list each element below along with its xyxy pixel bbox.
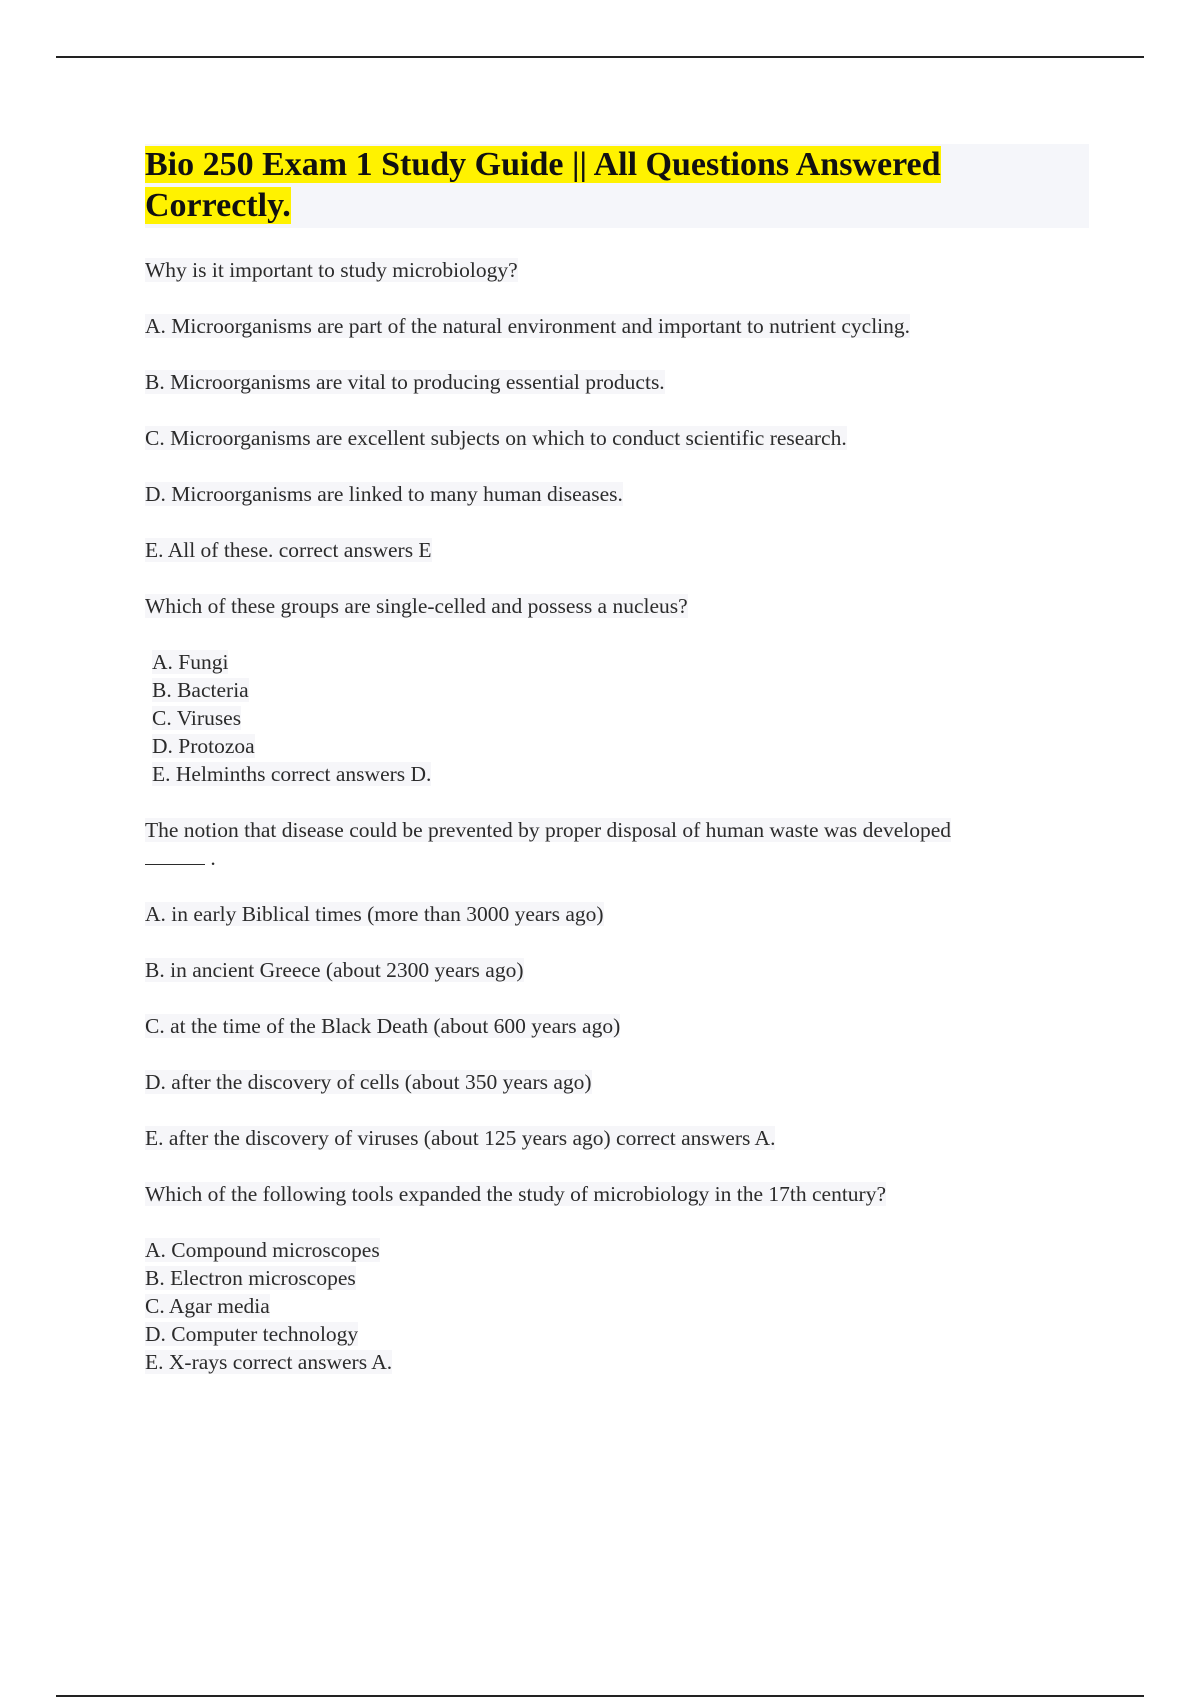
question-1-option-a: A. Microorganisms are part of the natural environment and important to nutrient cycling. (145, 314, 911, 338)
question-4-option-c: C. Agar media (145, 1294, 270, 1318)
question-1-option-d: D. Microorganisms are linked to many human diseases. (145, 482, 623, 506)
question-1-option-e: E. All of these. correct answers E (145, 538, 432, 562)
question-3-option-c: C. at the time of the Black Death (about 600 years ago) (145, 1014, 621, 1038)
question-3-option-d: D. after the discovery of cells (about 350 years ago) (145, 1070, 592, 1094)
question-3-option-a: A. in early Biblical times (more than 3000 years ago) (145, 902, 604, 926)
question-1-option-c: C. Microorganisms are excellent subjects on which to conduct scientific research. (145, 426, 847, 450)
document-body (145, 256, 1065, 1404)
question-1-option-b: B. Microorganisms are vital to producing essential products. (145, 370, 665, 394)
answer-blank (145, 844, 205, 865)
bottom-rule (56, 1695, 1144, 1697)
question-4-prompt: Which of the following tools expanded the study of microbiology in the 17th century? (145, 1182, 886, 1206)
question-4-options (145, 1236, 1065, 1376)
question-2-option-d: D. Protozoa (152, 734, 255, 758)
question-2-option-e: E. Helminths correct answers D. (152, 762, 432, 786)
document-title: Bio 250 Exam 1 Study Guide || All Questions Answered Correctly. (145, 146, 941, 224)
question-1-prompt: Why is it important to study microbiology? (145, 258, 518, 282)
question-4-option-a: A. Compound microscopes (145, 1238, 380, 1262)
question-3-option-b: B. in ancient Greece (about 2300 years ago) (145, 958, 524, 982)
question-3-prompt: The notion that disease could be prevented by proper disposal of human waste was developed . (145, 818, 952, 870)
question-2-option-b: B. Bacteria (152, 678, 249, 702)
question-2-option-c: C. Viruses (152, 706, 242, 730)
question-4-option-d: D. Computer technology (145, 1322, 359, 1346)
question-3-option-e: E. after the discovery of viruses (about 125 years ago) correct answers A. (145, 1126, 776, 1150)
question-2-prompt: Which of these groups are single-celled and possess a nucleus? (145, 594, 688, 618)
top-rule (56, 56, 1144, 58)
question-2-options (145, 648, 1065, 788)
question-3-prompt-tail: . (210, 846, 216, 870)
question-2-option-a: A. Fungi (152, 650, 229, 674)
question-4-option-b: B. Electron microscopes (145, 1266, 356, 1290)
question-4-option-e: E. X-rays correct answers A. (145, 1350, 393, 1374)
